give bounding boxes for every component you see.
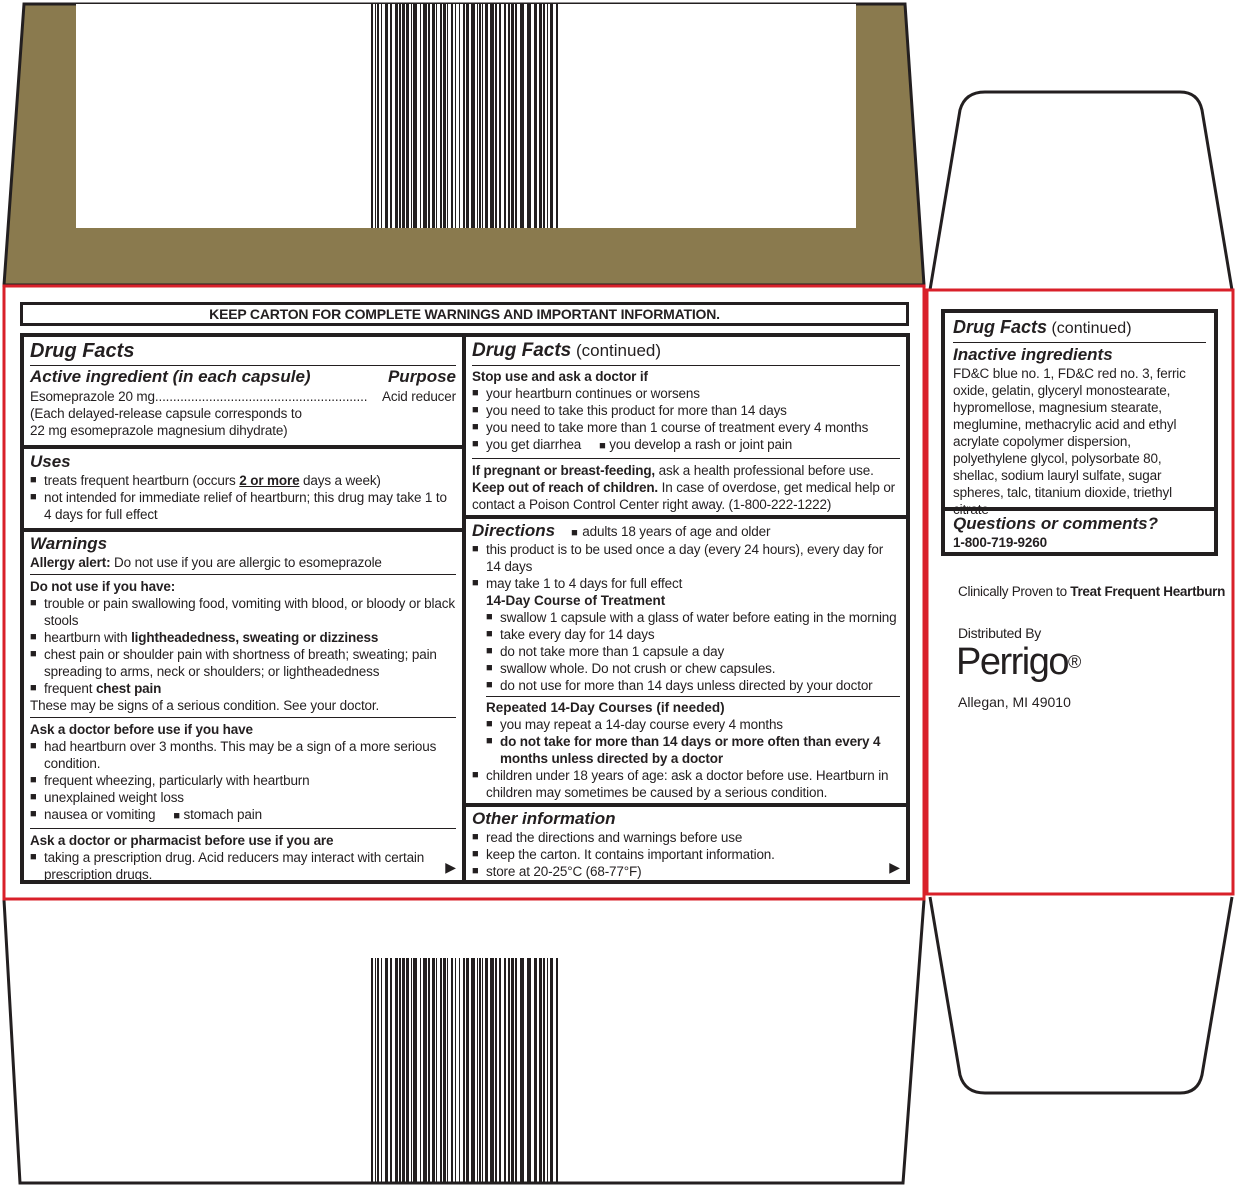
barcode-bar [375, 958, 376, 1183]
barcode-bar [479, 4, 481, 228]
barcode-bar [466, 958, 469, 1183]
directions-heading-row: Directions ■ adults 18 years of age and older [472, 521, 771, 540]
barcode-bar [375, 4, 376, 228]
barcode-bar [543, 4, 545, 228]
do-not-use-item-4: ■ frequent chest pain [30, 680, 456, 697]
drug-facts-continued-title: Drug Facts (continued) [953, 317, 1132, 337]
top-barcode [371, 4, 558, 228]
barcode-bar [390, 958, 392, 1183]
barcode-bar [402, 4, 405, 228]
barcode-bar [485, 4, 488, 228]
barcode-bar [482, 4, 483, 228]
stop-use-heading: Stop use and ask a doctor if [472, 369, 648, 384]
barcode-bar [543, 958, 545, 1183]
active-note-1: (Each delayed-release capsule corresponds to [30, 406, 302, 421]
barcode-bar [550, 958, 553, 1183]
inactive-ingredients-heading: Inactive ingredients [953, 345, 1113, 364]
stop-use-item-4: ■ you get diarrhea ■ you develop a rash or joint pain [472, 436, 900, 455]
barcode-bar [436, 958, 437, 1183]
barcode-bar [402, 958, 405, 1183]
continue-arrow-icon: ▶ [889, 859, 900, 875]
uses-heading: Uses [30, 452, 71, 471]
directions-adults: adults 18 years of age and older [582, 524, 771, 539]
barcode-bar [508, 958, 510, 1183]
barcode-bar [436, 4, 437, 228]
uses-item-1: ■ treats frequent heartburn (occurs 2 or more days a week) [30, 472, 456, 489]
barcode-bar [371, 4, 373, 228]
directions-item-3: ■ children under 18 years of age: ask a doctor before use. Heartburn in children may sometimes be caused by a serious condition. [472, 767, 900, 801]
barcode-bar [432, 958, 435, 1183]
drug-facts-column-3 [941, 309, 1218, 556]
repeated-item-1: ■ you may repeat a 14-day course every 4 months [472, 716, 900, 733]
warnings-heading: Warnings [30, 534, 108, 553]
barcode-bar [459, 4, 460, 228]
drug-facts-title: Drug Facts [30, 340, 135, 362]
barcode-bar [395, 958, 398, 1183]
right-bottom-tuck [930, 897, 1232, 1093]
barcode-bar [495, 4, 497, 228]
uses-item-2: ■ not intended for immediate relief of heartburn; this drug may take 1 to 4 days for full effect [30, 489, 456, 523]
barcode-bar [377, 4, 379, 228]
barcode-bar [556, 4, 558, 228]
distributor-address: Allegan, MI 49010 [958, 694, 1071, 710]
barcode-bar [490, 958, 494, 1183]
active-purpose: Acid reducer [382, 389, 456, 404]
barcode-bar [520, 4, 524, 228]
barcode-bar [395, 4, 398, 228]
barcode-bar [527, 958, 531, 1183]
keep-out-of-reach: Keep out of reach of children. In case of overdose, get medical help or contact a Poison Control Center right away. (1-800-222-1222) [472, 480, 896, 512]
barcode-bar [451, 958, 453, 1183]
barcode-bar [490, 4, 494, 228]
barcode-bar [455, 958, 456, 1183]
barcode-bar [423, 958, 427, 1183]
ask-doctor-item-3: ■ unexplained weight loss [30, 789, 456, 806]
ask-pharmacist-item-1: ■ taking a prescription drug. Acid reducers may interact with certain prescription drugs. [30, 849, 456, 883]
barcode-bar [463, 4, 465, 228]
course-item-3: ■ do not take more than 1 capsule a day [472, 643, 900, 660]
barcode-bar [413, 4, 417, 228]
barcode-bar [547, 958, 548, 1183]
perrigo-logo: Perrigo® [956, 641, 1082, 683]
barcode-bar [471, 958, 475, 1183]
drug-facts-column-2 [462, 333, 910, 884]
clinically-proven-claim: Clinically Proven to Treat Frequent Heartburn [958, 584, 1226, 599]
barcode-bar [534, 4, 537, 228]
active-ingredient-heading: Active ingredient (in each capsule) [30, 367, 311, 386]
barcode-bar [515, 958, 517, 1183]
barcode-bar [499, 958, 501, 1183]
barcode-bar [411, 958, 412, 1183]
active-ingredient-line: Esomeprazole 20 mg........................................................... [30, 389, 368, 404]
barcode-bar [443, 4, 446, 228]
barcode-bar [508, 4, 510, 228]
barcode-bar [495, 958, 497, 1183]
barcode-bar [411, 4, 412, 228]
continue-arrow-icon: ▶ [445, 859, 456, 875]
do-not-use-heading: Do not use if you have: [30, 579, 176, 594]
barcode-bar [455, 4, 456, 228]
barcode-bar [485, 958, 488, 1183]
barcode-bar [432, 4, 435, 228]
ask-doctor-item-4: ■ nausea or vomiting ■ stomach pain [30, 806, 456, 825]
barcode-bar [463, 958, 465, 1183]
other-information-heading: Other information [472, 809, 616, 828]
do-not-use-item-3: ■ chest pain or shoulder pain with shortness of breath; sweating; pain spreading to arms, neck or shoulders; or lightheadedness [30, 646, 456, 680]
barcode-bar [515, 4, 517, 228]
barcode-bar [511, 958, 514, 1183]
barcode-bar [459, 958, 460, 1183]
barcode-bar [511, 4, 514, 228]
stop-use-item-3: ■ you need to take more than 1 course of treatment every 4 months [472, 419, 900, 436]
barcode-bar [406, 958, 409, 1183]
course-item-2: ■ take every day for 14 days [472, 626, 900, 643]
ask-pharmacist-heading: Ask a doctor or pharmacist before use if you are [30, 833, 334, 848]
barcode-bar [504, 4, 506, 228]
barcode-bar [482, 958, 483, 1183]
barcode-bar [390, 4, 392, 228]
barcode-bar [371, 958, 373, 1183]
barcode-bar [443, 958, 446, 1183]
drug-facts-continued-title: Drug Facts (continued) [472, 340, 662, 361]
barcode-bar [447, 958, 448, 1183]
drug-facts-column-1 [20, 333, 466, 884]
bottom-barcode [371, 958, 558, 1183]
purpose-heading: Purpose [387, 367, 456, 386]
barcode-bar [428, 4, 430, 228]
active-note-2: 22 mg esomeprazole magnesium dihydrate) [30, 423, 288, 438]
ask-doctor-item-2: ■ frequent wheezing, particularly with heartburn [30, 772, 456, 789]
keep-carton-banner: KEEP CARTON FOR COMPLETE WARNINGS AND IMPORTANT INFORMATION. [20, 302, 909, 326]
stop-use-item-1: ■ your heartburn continues or worsens [472, 385, 900, 402]
pregnancy-warning: If pregnant or breast-feeding, ask a health professional before use. [472, 463, 874, 478]
stop-use-item-2: ■ you need to take this product for more than 14 days [472, 402, 900, 419]
course-item-1: ■ swallow 1 capsule with a glass of water before eating in the morning [472, 609, 900, 626]
barcode-bar [534, 958, 537, 1183]
barcode-bar [440, 958, 442, 1183]
do-not-use-note: These may be signs of a serious condition. See your doctor. [30, 698, 380, 713]
distributed-by-label: Distributed By [958, 625, 1041, 641]
barcode-bar [499, 4, 501, 228]
ask-doctor-item-1: ■ had heartburn over 3 months. This may be a sign of a more serious condition. [30, 738, 456, 772]
barcode-bar [440, 4, 442, 228]
barcode-bar [381, 958, 382, 1183]
allergy-alert: Allergy alert: Do not use if you are allergic to esomeprazole [30, 555, 382, 570]
barcode-bar [447, 4, 448, 228]
barcode-bar [399, 4, 401, 228]
other-item-1: ■ read the directions and warnings before use [472, 829, 900, 846]
barcode-bar [385, 4, 388, 228]
barcode-bar [451, 4, 453, 228]
barcode-bar [399, 958, 401, 1183]
barcode-bar [477, 4, 478, 228]
barcode-bar [527, 4, 531, 228]
barcode-bar [377, 958, 379, 1183]
barcode-bar [471, 4, 475, 228]
directions-item-1: ■ this product is to be used once a day (every 24 hours), every day for 14 days [472, 541, 900, 575]
questions-heading: Questions or comments? [953, 514, 1158, 533]
do-not-use-item-1: ■ trouble or pain swallowing food, vomiting with blood, or bloody or black stools [30, 595, 456, 629]
barcode-bar [423, 4, 427, 228]
repeated-courses-heading: Repeated 14-Day Courses (if needed) [486, 700, 725, 715]
questions-phone: 1-800-719-9260 [953, 535, 1047, 550]
barcode-bar [520, 958, 524, 1183]
barcode-bar [539, 958, 542, 1183]
barcode-bar [556, 958, 558, 1183]
barcode-bar [547, 4, 548, 228]
barcode-bar [466, 4, 469, 228]
barcode-bar [420, 4, 421, 228]
barcode-bar [381, 4, 382, 228]
barcode-bar [420, 958, 421, 1183]
directions-item-2: ■ may take 1 to 4 days for full effect [472, 575, 900, 592]
repeated-item-2: ■ do not take for more than 14 days or more often than every 4 months unless directed by a doctor [472, 733, 900, 767]
barcode-bar [550, 4, 553, 228]
barcode-bar [477, 958, 478, 1183]
barcode-bar [413, 958, 417, 1183]
barcode-bar [406, 4, 409, 228]
other-item-2: ■ keep the carton. It contains important information. [472, 846, 900, 863]
barcode-bar [504, 958, 506, 1183]
right-top-tuck [930, 92, 1232, 290]
do-not-use-item-2: ■ heartburn with lightheadedness, sweating or dizziness [30, 629, 456, 646]
barcode-bar [479, 958, 481, 1183]
course-item-5: ■ do not use for more than 14 days unless directed by your doctor [472, 677, 900, 694]
ask-doctor-heading: Ask a doctor before use if you have [30, 722, 253, 737]
course-heading: 14-Day Course of Treatment [486, 593, 666, 608]
inactive-ingredients-text: FD&C blue no. 1, FD&C red no. 3, ferric oxide, gelatin, glyceryl monostearate, hypromellose, magnesium stearate, meglumine, methacrylic acid and ethyl acrylate copolymer dispersion, polyethylene glycol, polysorbate 80, shellac, sodium lauryl sulfate, sugar spheres, talc, titanium dioxide, triethyl [953, 366, 1186, 500]
other-item-3: ■ store at 20-25°C (68-77°F) [472, 863, 900, 880]
course-item-4: ■ swallow whole. Do not crush or chew capsules. [472, 660, 900, 677]
barcode-bar [428, 958, 430, 1183]
barcode-bar [385, 958, 388, 1183]
barcode-bar [539, 4, 542, 228]
